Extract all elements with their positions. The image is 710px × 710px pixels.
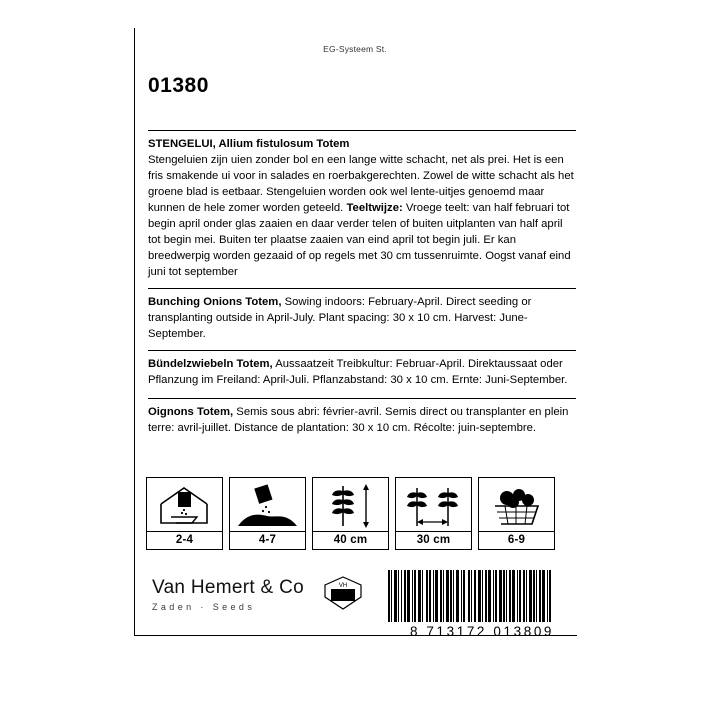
- dutch-body-1: Stengeluien zijn uien zonder bol en een lange witte schacht, net als prei. Het is een fris smakende ui voor in salades en roerbakgerechten. Zowel de witte schacht als het groene blad is eetbaar. Stengeluien worden ook wel lente-uitjes genoemd maar kunnen de hele zomer worden geteeld.: [148, 154, 574, 215]
- eg-system-note: EG-Systeem St.: [323, 44, 387, 54]
- barcode-bars: [388, 570, 576, 622]
- english-text: [148, 294, 576, 342]
- french-title: Oignons Totem,: [148, 406, 234, 418]
- german-body: Aussaatzeit Treibkultur: Februar-April. Direktaussaat oder Pflanzung im Freiland: April-Juli. Pflanzabstand: 30 x 10 cm. Ernte: Juni-September.: [148, 358, 568, 387]
- pictogram-sow-outdoors: [229, 477, 306, 550]
- pictogram-sow-under-glass: [146, 477, 223, 550]
- pictogram-plant-spacing: [395, 477, 472, 550]
- pictogram-label: 40 cm: [313, 531, 388, 550]
- sow-outdoors-icon: [230, 478, 305, 531]
- divider-german: [148, 350, 576, 351]
- dutch-title: STENGELUI, Allium fistulosum Totem: [148, 138, 350, 150]
- divider-english: [148, 288, 576, 289]
- svg-text:VH: VH: [338, 583, 348, 589]
- sow-under-glass-icon: [147, 478, 222, 531]
- pictogram-strip: [146, 477, 555, 550]
- section-dutch: [148, 130, 576, 280]
- plant-spacing-icon: [396, 478, 471, 531]
- van-hemert-logo: [322, 576, 364, 610]
- section-english: [148, 288, 576, 342]
- divider-french: [148, 398, 576, 399]
- pictogram-harvest: [478, 477, 555, 550]
- left-vertical-rule: [134, 28, 135, 635]
- english-body: Sowing indoors: February-April. Direct seeding or transplanting outside in April-July. Plant spacing: 30 x 10 cm. Harvest: June-September.: [148, 296, 532, 341]
- pictogram-plant-height: [312, 477, 389, 550]
- barcode-number: 8 713172 013809: [409, 624, 555, 639]
- dutch-body-2: Vroege teelt: van half februari tot begin april onder glas zaaien en daar verder telen of buiten uitplanten van half april tot begin mei. Buiten ter plaatse zaaien van eind april tot begin juli. Er kan breedwerpig worden gezaaid of op regels met 30 cm tussenruimte. Oogst vanaf eind juni tot september: [148, 202, 571, 279]
- german-title: Bündelzwiebeln Totem,: [148, 358, 273, 370]
- brand-name: Van Hemert & Co: [152, 577, 304, 598]
- section-german: [148, 350, 576, 388]
- dutch-cultivation-label: Teeltwijze:: [346, 202, 403, 215]
- english-title: Bunching Onions Totem,: [148, 296, 282, 308]
- french-body: Semis sous abri: février-avril. Semis direct ou transplanter en plein terre: avril-juillet. Distance de plantation: 30 x 10 cm. Récolte: juin-septembre.: [148, 406, 569, 435]
- pictogram-label: 4-7: [230, 531, 305, 550]
- dutch-text: [148, 136, 576, 280]
- pictogram-label: 2-4: [147, 531, 222, 550]
- plant-height-icon: [313, 478, 388, 531]
- harvest-basket-icon: [479, 478, 554, 531]
- barcode-block: [388, 570, 576, 639]
- french-text: [148, 404, 576, 436]
- section-french: [148, 398, 576, 436]
- pictogram-label: 30 cm: [396, 531, 471, 550]
- divider-dutch: [148, 130, 576, 131]
- brand-subtitle: Zaden · Seeds: [152, 602, 256, 612]
- german-text: [148, 356, 576, 388]
- pictogram-label: 6-9: [479, 531, 554, 550]
- item-code: 01380: [148, 74, 209, 97]
